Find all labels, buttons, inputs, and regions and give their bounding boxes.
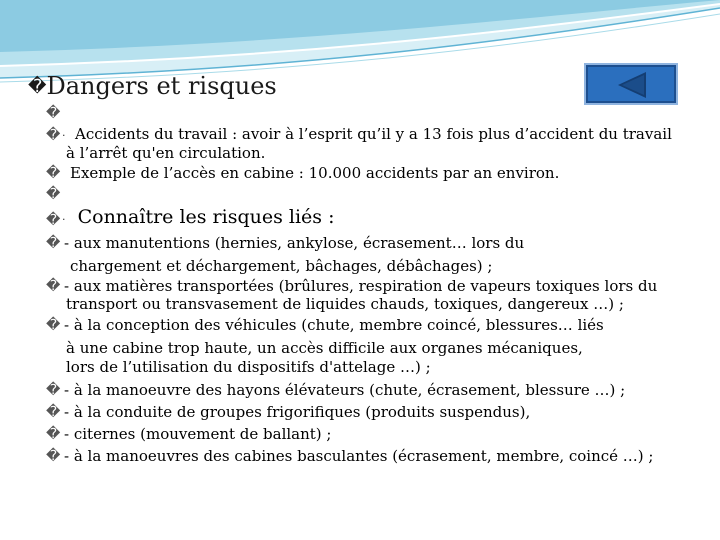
risk-cabines: - à la manoeuvres des cabines basculantes (écrasement, membre, coincé …) ; bbox=[64, 447, 654, 465]
risk-citernes: - citernes (mouvement de ballant) ; bbox=[64, 425, 332, 443]
risk-manutentions: - aux manutentions (hernies, ankylose, écrasement… lors du bbox=[64, 234, 525, 252]
risk-conception-cont2: lors de l’utilisation du dispositifs d'attelage …) ; bbox=[66, 358, 431, 376]
bullet-accidents: · Accidents du travail : avoir à l’esprit qu’il y a 13 fois plus d’accident du travail bbox=[62, 125, 672, 143]
risk-matieres-cont: transport ou transvasement de liquides chauds, toxiques, dangereux …) ; bbox=[66, 295, 624, 313]
bullet: � bbox=[46, 317, 61, 333]
bullet: � bbox=[46, 212, 61, 228]
bullet: � bbox=[46, 165, 61, 181]
title-bullet-glyph: � bbox=[28, 76, 47, 97]
empty-bullet: � bbox=[46, 186, 61, 202]
title-text: Dangers et risques bbox=[46, 72, 277, 100]
bullet: � bbox=[46, 448, 61, 464]
risk-manutentions-cont: chargement et déchargement, bâchages, débâchages) ; bbox=[70, 257, 493, 275]
bullet: � bbox=[46, 235, 61, 251]
section-heading: · Connaître les risques liés : bbox=[62, 206, 335, 228]
risk-matieres: - aux matières transportées (brûlures, respiration de vapeurs toxiques lors du bbox=[64, 277, 658, 295]
risk-frigorifiques: - à la conduite de groupes frigorifiques (produits suspendus), bbox=[64, 403, 531, 421]
risk-conception: - à la conception des véhicules (chute, membre coincé, blessures… liés bbox=[64, 316, 604, 334]
bullet: � bbox=[46, 278, 61, 294]
bullet: � bbox=[46, 127, 61, 143]
risk-hayons: - à la manoeuvre des hayons élévateurs (chute, écrasement, blessure …) ; bbox=[64, 381, 626, 399]
empty-bullet: � bbox=[46, 105, 61, 121]
bullet: � bbox=[46, 426, 61, 442]
bullet: � bbox=[46, 382, 61, 398]
bullet: � bbox=[46, 404, 61, 420]
bullet-exemple: Exemple de l’accès en cabine : 10.000 accidents par an environ. bbox=[70, 164, 560, 182]
bullet-accidents-cont: à l’arrêt qu'en circulation. bbox=[66, 144, 266, 162]
risk-conception-cont: à une cabine trop haute, un accès difficile aux organes mécaniques, bbox=[66, 339, 583, 357]
